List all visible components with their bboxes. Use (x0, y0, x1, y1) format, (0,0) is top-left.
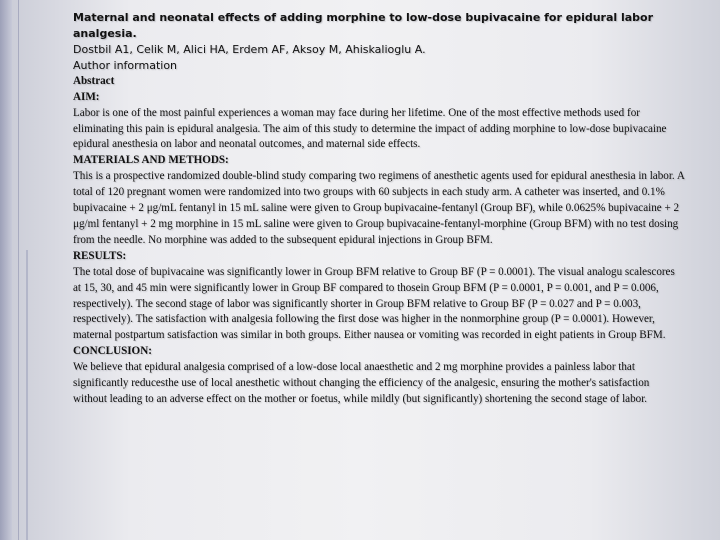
section-heading-results: RESULTS: (73, 249, 127, 262)
section-text-aim: Labor is one of the most painful experiences a woman may face during her lifetime. One of the most effective methods used for eliminating this pain is epidural analgesia. The aim of this study to determine the impact of adding morphine to low-dose bupivacaine epidural anesthesia on labor and neonatal outcomes, and maternal side effects. (73, 106, 667, 151)
left-decorative-bar (0, 0, 12, 540)
section-heading-aim: AIM: (73, 90, 100, 103)
author-information-link[interactable]: Author information (73, 58, 178, 72)
section-heading-conclusion: CONCLUSION: (73, 345, 152, 358)
abstract-heading: Abstract (73, 74, 115, 87)
abstract-document (73, 10, 685, 408)
section-heading-methods: MATERIALS AND METHODS: (73, 154, 229, 167)
section-text-conclusion: We believe that epidural analgesia comprised of a low-dose local anaesthetic and 2 mg morphine provides a painless labor that significantly reducesthe use of local anesthetic without changing the efficiency of the analgesic, ensuring the mother's satisfaction without leading to an adverse effect on the mother or foetus, while mildly (but significantly) shortening the second stage of labor. (73, 361, 650, 405)
author-list: Dostbil A1, Celik M, Alici HA, Erdem AF, Aksoy M, Ahiskalioglu A. (73, 43, 426, 56)
left-decorative-line-lower (26, 250, 28, 540)
section-text-results: The total dose of bupivacaine was significantly lower in Group BFM relative to Group BF (P = 0.0001). The visual analogu scalescores at 15, 30, and 45 min were significantly lower in Group BF compared to thosein Group BFM (P = 0.0001, P = 0.001, and P = 0.006, respectively). The second stage of labor was significantly shorter in Group BFM relative to Group BF (P = 0.027 and P = 0.003, respectively). The satisfaction with analgesia following the first dose was higher in the nonmorphine group (P = 0.0001). However, maternal postpartum satisfaction was similar in both groups. Either nausea or vomiting was recorded in eight patients in Group BFM. (73, 265, 675, 342)
article-title: Maternal and neonatal effects of adding morphine to low-dose bupivacaine for epidural labor analgesia. (73, 11, 654, 40)
section-text-methods: This is a prospective randomized double-blind study comparing two regimens of anesthetic agents used for epidural anesthesia in labor. A total of 120 pregnant women were randomized into two groups with 60 subjects in each study arm. A catheter was inserted, and 0.1% bupivacaine + 2 μg/mL fentanyl in 15 mL saline were given to Group bupivacaine-fentanyl (Group BF), while 0.0625% bupivacaine + 2 μg/ml fentanyl + 2 mg morphine in 15 mL saline were given to Group bupivacaine-fentanyl-morphine (Group BFM) with no test dosing from the needle. No morphine was added to the subsequent epidural injections in Group BFM. (73, 170, 685, 246)
left-decorative-line (18, 0, 19, 540)
